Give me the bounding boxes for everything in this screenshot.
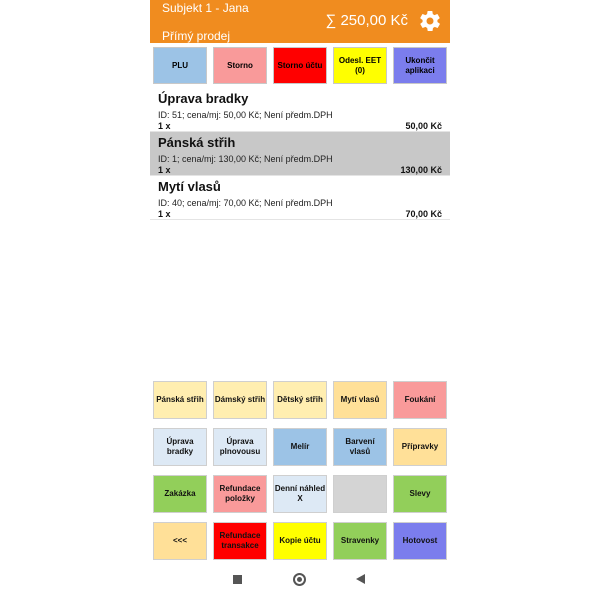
refundace-polozky-button[interactable]: Refundace položky bbox=[213, 475, 267, 513]
gear-icon[interactable] bbox=[418, 9, 442, 33]
hotovost-button[interactable]: Hotovost bbox=[393, 522, 447, 560]
ukoncit-aplikaci-button[interactable]: Ukončit aplikaci bbox=[393, 47, 447, 84]
item-detail: ID: 40; cena/mj: 70,00 Kč; Není předm.DPH bbox=[158, 198, 333, 208]
kopie-uctu-button[interactable]: Kopie účtu bbox=[273, 522, 327, 560]
home-icon[interactable] bbox=[293, 573, 306, 586]
detsky-strih-button[interactable]: Dětský střih bbox=[273, 381, 327, 419]
list-item[interactable] bbox=[150, 132, 450, 176]
item-name: Mytí vlasů bbox=[158, 179, 221, 194]
list-item[interactable] bbox=[150, 88, 450, 132]
item-quantity: 1 x bbox=[158, 209, 171, 219]
system-navbar bbox=[150, 565, 450, 600]
barveni-vlasu-button[interactable]: Barvení vlasů bbox=[333, 428, 387, 466]
empty-button[interactable] bbox=[333, 475, 387, 513]
storno-button[interactable]: Storno bbox=[213, 47, 267, 84]
zakazka-button[interactable]: Zakázka bbox=[153, 475, 207, 513]
myti-vlasu-button[interactable]: Mytí vlasů bbox=[333, 381, 387, 419]
item-name: Pánská střih bbox=[158, 135, 236, 150]
item-detail: ID: 51; cena/mj: 50,00 Kč; Není předm.DPH bbox=[158, 110, 333, 120]
item-quantity: 1 x bbox=[158, 121, 171, 131]
plu-button[interactable]: PLU bbox=[153, 47, 207, 84]
storno-uctu-button[interactable]: Storno účtu bbox=[273, 47, 327, 84]
melir-button[interactable]: Melír bbox=[273, 428, 327, 466]
mode-label: Přímý prodej bbox=[162, 29, 231, 43]
item-price: 70,00 Kč bbox=[405, 209, 442, 219]
subject-label: Subjekt 1 - Jana bbox=[162, 1, 249, 15]
odesl-eet-0-button[interactable]: Odesl. EET (0) bbox=[333, 47, 387, 84]
foukani-button[interactable]: Foukání bbox=[393, 381, 447, 419]
item-price: 130,00 Kč bbox=[400, 165, 442, 175]
denni-nahled-x-button[interactable]: Denní náhled X bbox=[273, 475, 327, 513]
uprava-plnovousu-button[interactable]: Úprava plnovousu bbox=[213, 428, 267, 466]
list-item[interactable] bbox=[150, 176, 450, 220]
item-price: 50,00 Kč bbox=[405, 121, 442, 131]
item-detail: ID: 1; cena/mj: 130,00 Kč; Není předm.DPH bbox=[158, 154, 333, 164]
app-header bbox=[150, 0, 450, 43]
stravenky-button[interactable]: Stravenky bbox=[333, 522, 387, 560]
pos-screen bbox=[150, 0, 450, 600]
damsky-strih-button[interactable]: Dámský střih bbox=[213, 381, 267, 419]
refundace-transakce-button[interactable]: Refundace transakce bbox=[213, 522, 267, 560]
pripravky-button[interactable]: Přípravky bbox=[393, 428, 447, 466]
uprava-bradky-button[interactable]: Úprava bradky bbox=[153, 428, 207, 466]
recent-apps-icon[interactable] bbox=[233, 575, 242, 584]
panska-strih-button[interactable]: Pánská střih bbox=[153, 381, 207, 419]
item-name: Úprava bradky bbox=[158, 91, 249, 106]
back-icon[interactable] bbox=[356, 574, 365, 584]
total-amount: ∑ 250,00 Kč bbox=[325, 12, 408, 29]
item-quantity: 1 x bbox=[158, 165, 171, 175]
slevy-button[interactable]: Slevy bbox=[393, 475, 447, 513]
empty-button[interactable]: <<< bbox=[153, 522, 207, 560]
